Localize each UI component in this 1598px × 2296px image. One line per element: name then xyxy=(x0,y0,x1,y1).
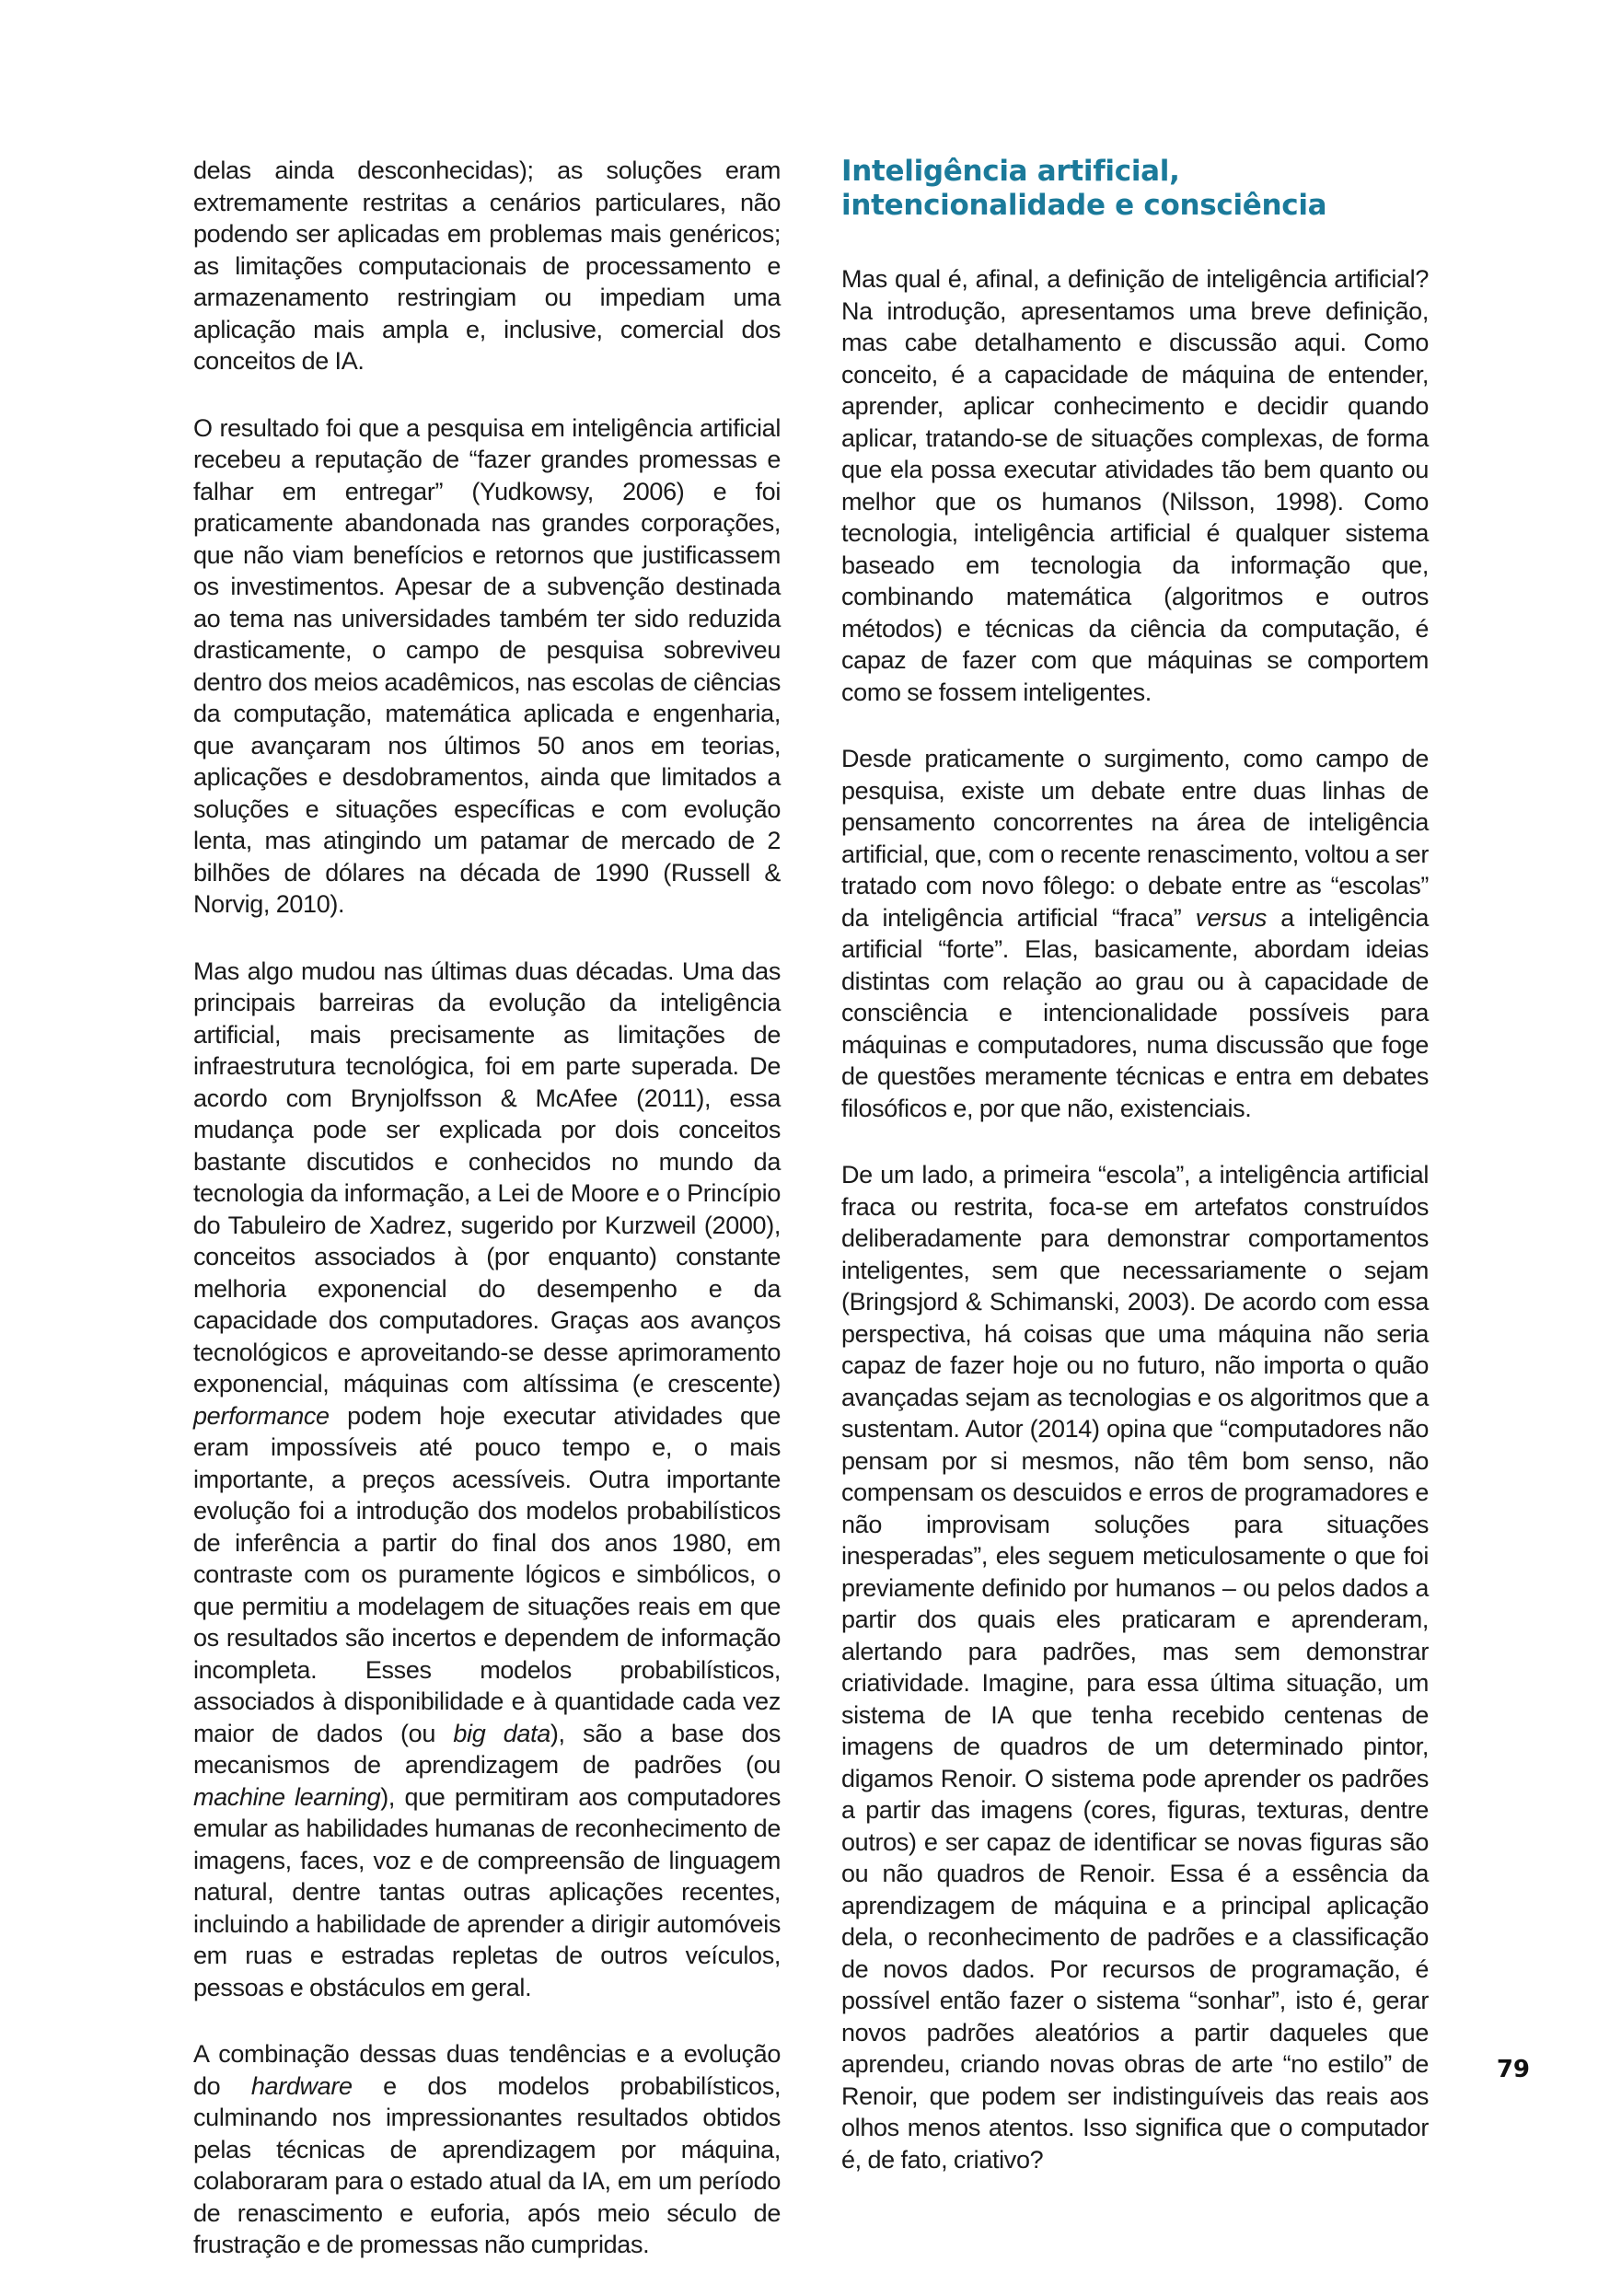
paragraph xyxy=(193,2038,781,2261)
paragraph xyxy=(193,956,781,2004)
page-number: 79 xyxy=(1496,2056,1530,2083)
text-run: e dos modelos probabilísticos, culminando nos impressionantes resultados obtidos pelas técnicas de aprendizagem por máquina, colaboraram para o estado atual da IA, em um período de renascimento e euforia, após meio século de frustração e de promessas não cumpridas. xyxy=(193,2071,781,2258)
paragraph: O resultado foi que a pesquisa em inteligência artificial recebeu a reputação de “fazer grandes promessas e falhar em entregar” (Yudkowsy, 2006) e foi praticamente abandonada nas grandes corporações, que não viam benefícios e retornos que justificassem os investimentos. Apesar de a subvenção destinada ao tema nas universidades também ter sido reduzida drasticamente, o campo de pesquisa sobreviveu dentro dos meios acadêmicos, nas escolas de ciências da computação, matemática aplicada e engenharia, que avançaram nos últimos 50 anos em teorias, aplicações e desdobramentos, ainda que limitados a soluções e situações específicas e com evolução lenta, mas atingindo um patamar de mercado de 2 bilhões de dólares na década de 1990 (Russell & Norvig, 2010). xyxy=(193,413,781,918)
section-title-line: intencionalidade e consciência xyxy=(841,189,1327,222)
italic-term: hardware xyxy=(250,2071,353,2100)
text-run: a inteligência artificial “forte”. Elas, basicamente, abordam ideias distintas com relação ao grau ou à capacidade de consciência e intencionalidade possíveis para máquinas e computadores, numa discussão que foge de questões meramente técnicas e entra em debates filosóficos e, por que não, existenciais. xyxy=(841,903,1429,1122)
left-column xyxy=(193,155,781,2296)
text-run: Mas algo mudou nas últimas duas décadas. Uma das principais barreiras da evolução da inteligência artificial, mais precisamente as limitações de infraestrutura tecnológica, foi em parte superada. De acordo com Brynjolfsson & McAfee (2011), essa mudança pode ser explicada por dois conceitos bastante discutidos e conhecidos no mundo da tecnologia da informação, a Lei de Moore e o Princípio do Tabuleiro de Xadrez, sugerido por Kurzweil (2000), conceitos associados à (por enquanto) constante melhoria exponencial do desempenho e da capacidade dos computadores. Graças aos avanços tecnológicos e aproveitando-se desse aprimoramento exponencial, máquinas com altíssima (e crescente) xyxy=(193,957,781,1397)
paragraph: De um lado, a primeira “escola”, a inteligência artificial fraca ou restrita, foca-se em artefatos construídos deliberadamente para demonstrar comportamentos inteligentes, sem que necessariamente o sejam (Bringsjord & Schimanski, 2003). De acordo com essa perspectiva, há coisas que uma máquina não seria capaz de fazer hoje ou no futuro, não importa o quão avançadas sejam as tecnologias e os algoritmos que a sustentam. Autor (2014) opina que “computadores não pensam por si mesmos, não têm bom senso, não compensam os descuidos e erros de programadores e não improvisam soluções para situações inesperadas”, eles seguem meticulosamente o que foi previamente definido por humanos – ou pelos dados a partir dos quais eles praticaram e aprenderam, alertando para padrões, mas sem demonstrar criatividade. Imagine, para essa última situação, um sistema de IA que tenha recebido centenas de imagens de quadros de um determinado pintor, digamos Renoir. O sistema pode aprender os padrões a partir das imagens (cores, figuras, texturas, dentre outros) e ser capaz de identificar se novas figuras são ou não quadros de Renoir. Essa é a essência da aprendizagem de máquina e a principal aplicação dela, o reconhecimento de padrões e a classificação de novos dados. Por recursos de programação, é possível então fazer o sistema “sonhar”, isto é, gerar novos padrões aleatórios a partir daqueles que aprendeu, criando novas obras de arte “no estilo” de Renoir, que podem ser indistinguíveis das reais aos olhos menos atentos. Isso significa que o computador é, de fato, criativo? xyxy=(841,1161,1429,2174)
text-run: podem hoje executar atividades que eram impossíveis até pouco tempo e, o mais importante, a preços acessíveis. Outra importante evolução foi a introdução dos modelos probabilísticos de inferência a partir do final dos anos 1980, em contraste com os puramente lógicos e simbólicos, o que permitiu a modelagem de situações reais em que os resultados são incertos e dependem de informação incompleta. Esses modelos probabilísticos, associados à disponibilidade e à quantidade cada vez maior de dados (ou xyxy=(193,1401,781,1747)
text-run: ), que permitiram aos computadores emular as habilidades humanas de reconhecimento de imagens, faces, voz e de compreensão de linguagem natural, dentre tantas outras aplicações recentes, incluindo a habilidade de aprender a dirigir automóveis em ruas e estradas repletas de outros veículos, pessoas e obstáculos em geral. xyxy=(193,1782,781,2001)
text-run: Desde praticamente o surgimento, como campo de pesquisa, existe um debate entre duas linhas de pensamento concorrentes na área de inteligência artificial, que, com o recente renascimento, voltou a ser tratado com novo fôlego: o debate entre as “escolas” da inteligência artificial “fraca” xyxy=(841,745,1429,932)
paragraph: delas ainda desconhecidas); as soluções eram extremamente restritas a cenários particulares, não podendo ser aplicadas em problemas mais genéricos; as limitações computacionais de processamento e armazenamento restringiam ou impediam uma aplicação mais ampla e, inclusive, comercial dos conceitos de IA. xyxy=(193,157,781,375)
right-column xyxy=(841,155,1429,2210)
italic-term: performance xyxy=(193,1401,330,1430)
text-run: A combinação dessas duas tendências e a evolução do xyxy=(193,2040,781,2100)
italic-term: machine learning xyxy=(193,1782,381,1811)
italic-term: versus xyxy=(1195,903,1268,932)
italic-term: big data xyxy=(453,1719,550,1747)
text-run: ), são a base dos mecanismos de aprendizagem de padrões (ou xyxy=(193,1719,781,1779)
paragraph xyxy=(841,743,1429,1124)
section-title-line: Inteligência artificial, xyxy=(841,155,1180,188)
section-title xyxy=(841,155,1429,223)
paragraph: Mas qual é, afinal, a definição de inteligência artificial? Na introdução, apresentamos uma breve definição, mas cabe detalhamento e discussão aqui. Como conceito, é a capacidade de máquina de entender, aprender, aplicar conhecimento e decidir quando aplicar, tratando-se de situações complexas, de forma que ela possa executar atividades tão bem quanto ou melhor que os humanos (Nilsson, 1998). Como tecnologia, inteligência artificial é qualquer sistema baseado em tecnologia da informação que, combinando matemática (algoritmos e outros métodos) e técnicas da ciência da computação, é capaz de fazer com que máquinas se comportem como se fossem inteligentes. xyxy=(841,265,1429,706)
